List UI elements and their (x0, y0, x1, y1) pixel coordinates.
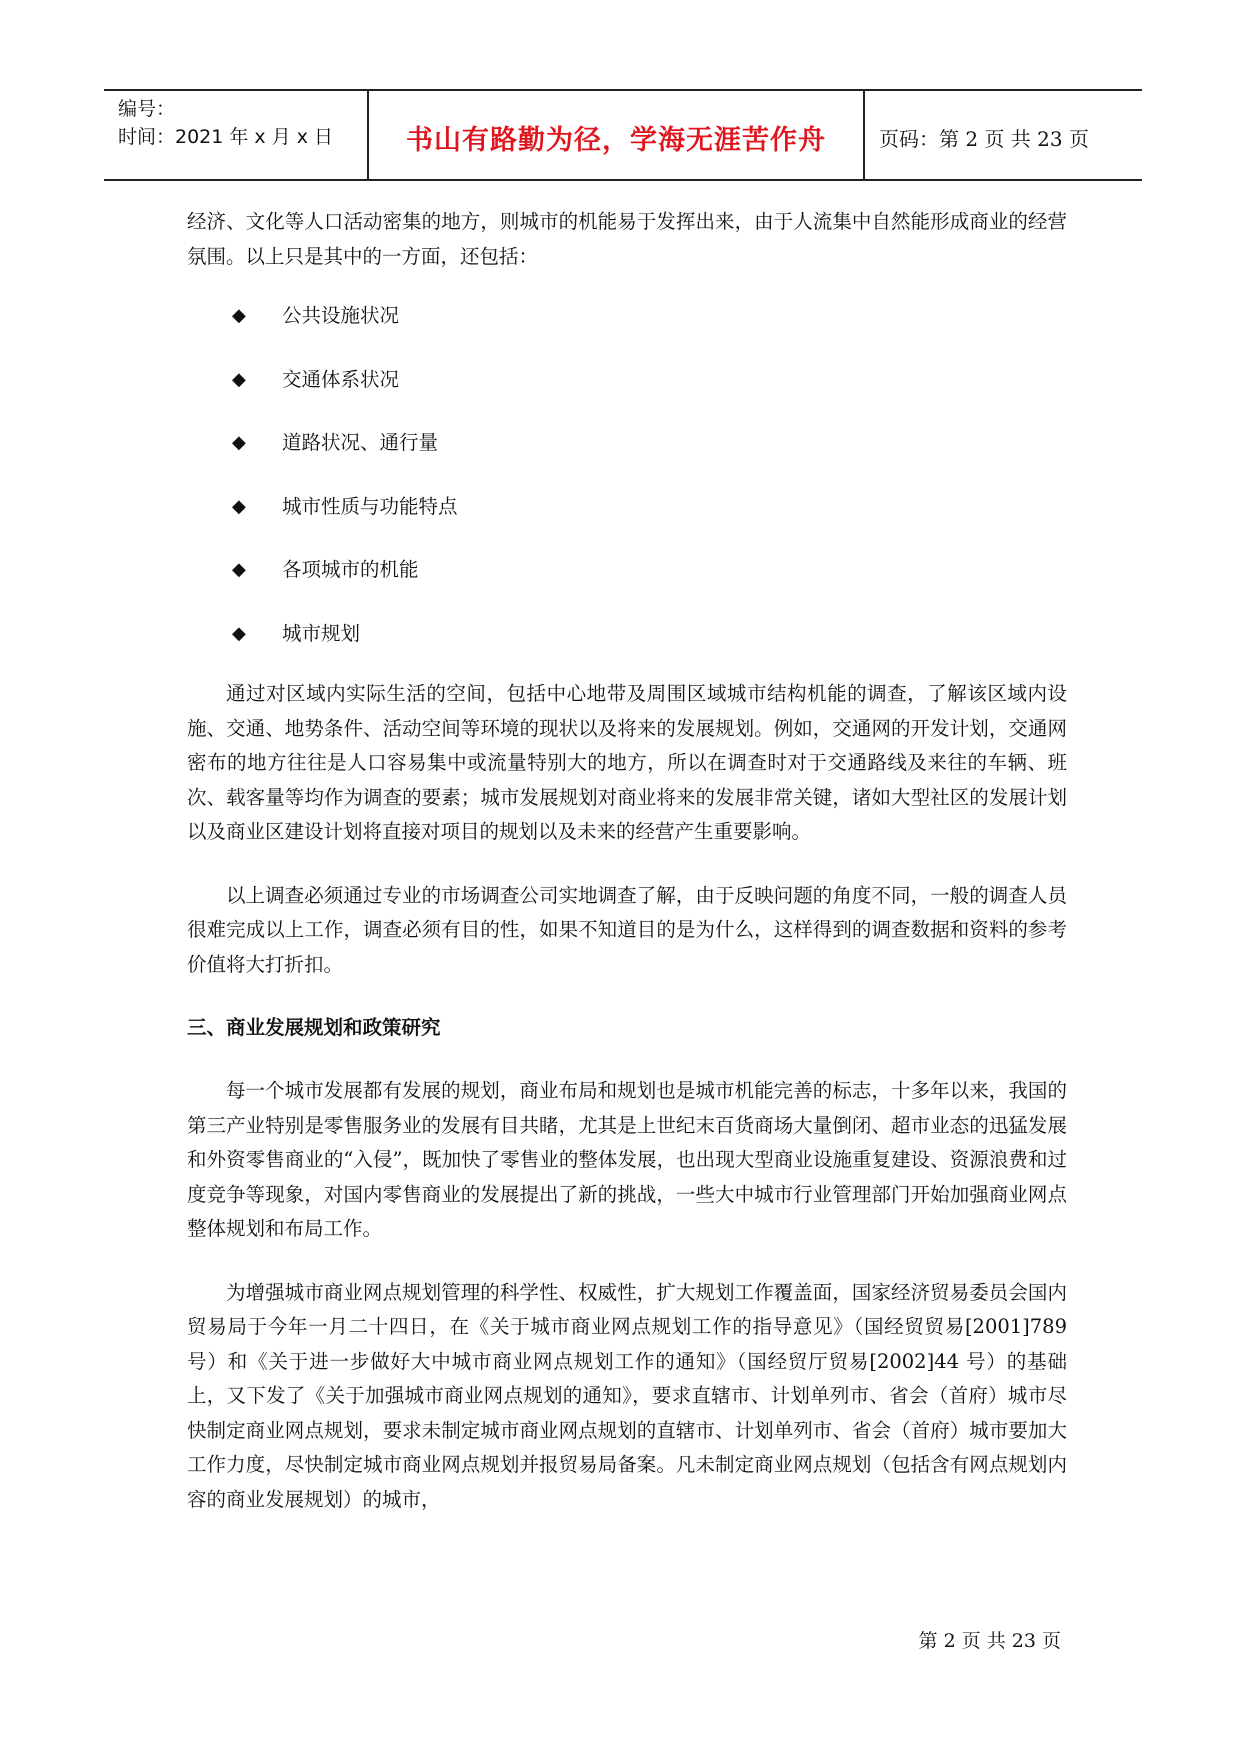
bullet-item: ◆ 城市性质与功能特点 (232, 475, 1067, 539)
page-footer: 第 2 页 共 23 页 (918, 1630, 1061, 1652)
number-label: 编号： (118, 98, 176, 120)
body-paragraph: 为增强城市商业网点规划管理的科学性、权威性，扩大规划工作覆盖面，国家经济贸易委员会国内贸易局于今年一月二十四日，在《关于城市商业网点规划工作的指导意见》（国经贸贸易[2001]789 号）和《关于进一步做好大中城市商业网点规划工作的通知》（国经贸厅贸易[2002]44 号）的基础上，又下发了《关于加强城市商业网点规划的通知》，要求直辖市、计划单列市、省会（首府）城市尽快制定商业网点规划，要求未制定城市商业网点规划的直辖市、计划单列市、省会（首府）城市要加大工作力度，尽快制定城市商业网点规划并报贸易局备案。凡未制定商业网点规划（包括含有网点规划内容的商业发展规划）的城市， (187, 1280, 1067, 1511)
document-body (187, 205, 1067, 1517)
section-heading: 三、商业发展规划和政策研究 (187, 1016, 441, 1039)
header-page-label: 页码：第 2 页 共 23 页 (879, 126, 1089, 151)
black-diamond-icon: ◆ (232, 432, 246, 453)
black-diamond-icon: ◆ (232, 368, 246, 390)
header-meta (104, 91, 369, 179)
bullet-item: ◆ 道路状况、通行量 (232, 411, 1067, 475)
bullet-item: ◆ 各项城市的机能 (232, 538, 1067, 602)
body-paragraph: 以上调查必须通过专业的市场调查公司实地调查了解，由于反映问题的角度不同，一般的调查人员很难完成以上工作，调查必须有目的性，如果不知道目的是为什么，这样得到的调查数据和资料的参考价值将大打折扣。 (187, 883, 1067, 976)
black-diamond-icon: ◆ (232, 495, 246, 517)
bullet-item: ◆ 公共设施状况 (232, 284, 1067, 348)
bullet-list (187, 284, 1067, 665)
bullet-item: ◆ 城市规划 (232, 602, 1067, 666)
intro-paragraph: 经济、文化等人口活动密集的地方，则城市的机能易于发挥出来，由于人流集中自然能形成商业的经营氛围。以上只是其中的一方面，还包括： (187, 210, 1067, 268)
body-paragraph: 每一个城市发展都有发展的规划，商业布局和规划也是城市机能完善的标志，十多年以来，我国的第三产业特别是零售服务业的发展有目共睹，尤其是上世纪末百货商场大量倒闭、超市业态的迅猛发展和外资零售商业的“入侵”，既加快了零售业的整体发展，也出现大型商业设施重复建设、资源浪费和过度竞争等现象，对国内零售商业的发展提出了新的挑战，一些大中城市行业管理部门开始加强商业网点整体规划和布局工作。 (187, 1079, 1067, 1240)
bullet-item: ◆ 交通体系状况 (232, 348, 1067, 412)
body-paragraph: 通过对区域内实际生活的空间，包括中心地带及周围区域城市结构机能的调查，了解该区域内设施、交通、地势条件、活动空间等环境的现状以及将来的发展规划。例如，交通网的开发计划，交通网密布的地方往往是人口容易集中或流量特别大的地方，所以在调查时对于交通路线及来往的车辆、班次、载客量等均作为调查的要素；城市发展规划对商业将来的发展非常关键，诸如大型社区的发展计划以及商业区建设计划将直接对项目的规划以及未来的经营产生重要影响。 (187, 682, 1067, 843)
black-diamond-icon: ◆ (232, 305, 246, 326)
header-motto: 书山有路勤为径，学海无涯苦作舟 (369, 91, 865, 179)
time-label: 时间：2021 年 x 月 x 日 (118, 126, 334, 148)
black-diamond-icon: ◆ (232, 559, 246, 580)
black-diamond-icon: ◆ (232, 622, 246, 644)
page-header (104, 89, 1142, 181)
